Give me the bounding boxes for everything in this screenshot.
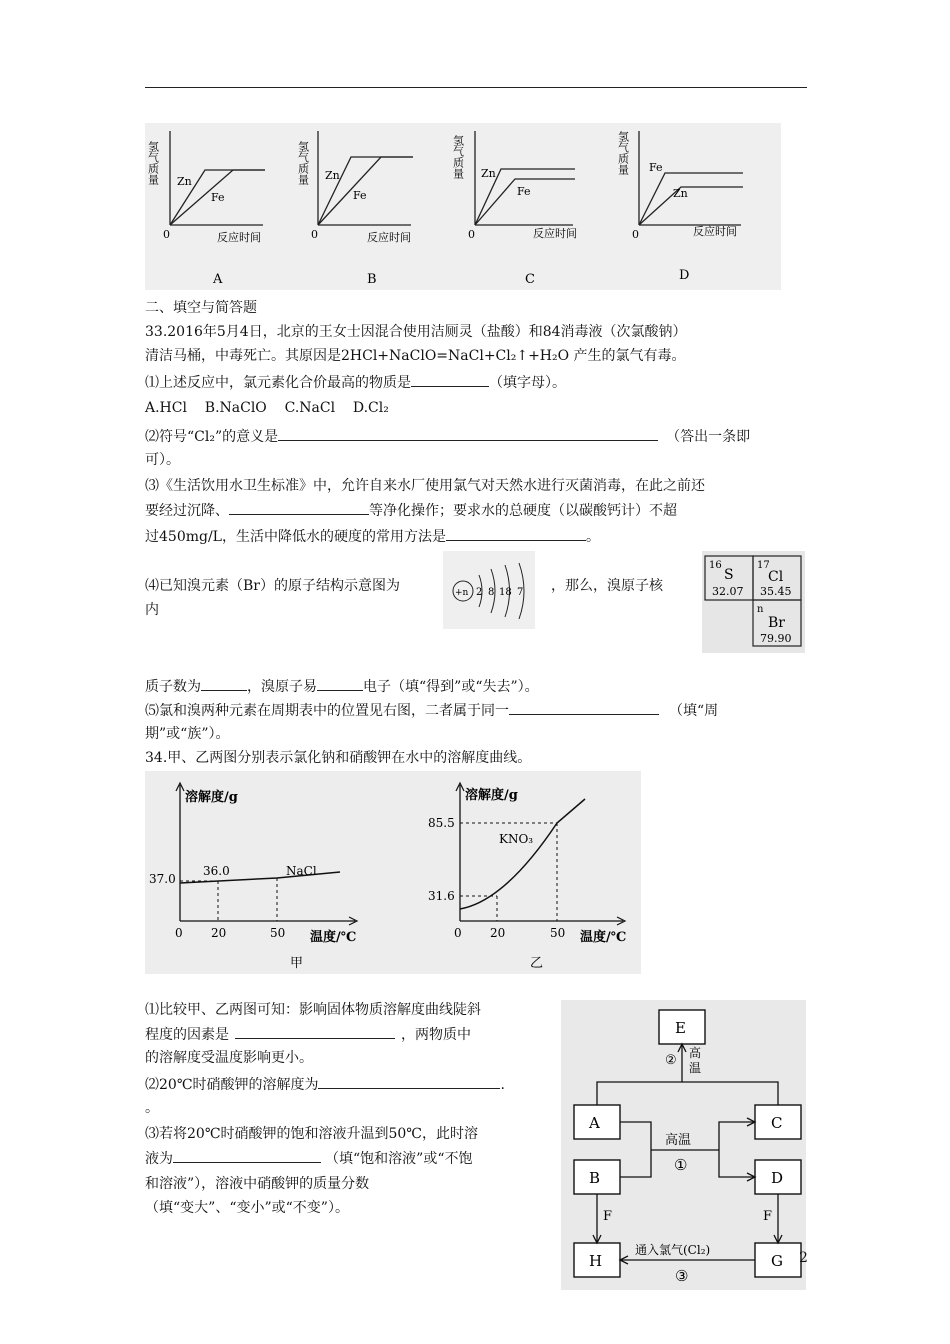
q33-part3-blank1[interactable] — [229, 500, 369, 515]
q34-part3-l2b: （填“饱和溶液”或“不饱 — [325, 1151, 473, 1167]
q33-part3-l3a: 过450mg/L，生活中降低水的硬度的常用方法是 — [145, 529, 446, 545]
graph-d-xlabel: 反应时间 — [693, 225, 737, 238]
graph-c-ylabel: 氢气质量 — [451, 135, 465, 179]
jia-caption: 甲 — [290, 956, 304, 971]
q33-opt-b: B.NaClO — [204, 400, 267, 416]
q33-part3-line2 — [145, 500, 677, 521]
graph-a-option: A — [213, 272, 223, 287]
graph-a — [147, 131, 266, 287]
node-d-label: D — [771, 1169, 784, 1187]
q33-part1-text: ⑴上述反应中，氯元素化合价最高的物质是 — [145, 375, 411, 391]
q33-part3-line1: ⑶《生活饮用水卫生标准》中，允许自来水厂使用氯气对天然水进行灭菌消毒，在此之前还 — [145, 478, 705, 494]
q33-opt-d: D.Cl₂ — [352, 400, 389, 416]
reaction-flow-svg — [561, 1000, 806, 1290]
cl-symbol: Cl — [768, 569, 784, 585]
q33-opt-c: C.NaCl — [284, 400, 336, 416]
graph-b-ylabel: 氢气质量 — [296, 141, 310, 185]
q34-part1-blank[interactable] — [235, 1024, 395, 1039]
q33-part1-end: （填字母）。 — [489, 375, 566, 391]
s-symbol: S — [724, 567, 734, 583]
graph-strip — [145, 123, 781, 290]
graph-strip-svg — [145, 123, 781, 290]
graph-d — [617, 130, 744, 283]
shell-2-count: 8 — [488, 587, 495, 598]
yi-ylabel: 溶解度/g — [465, 788, 518, 803]
jia-xlabel: 温度/℃ — [310, 930, 357, 945]
q33-part4-l3b: ，溴原子易 — [247, 679, 317, 695]
yi-x20: 20 — [490, 926, 506, 940]
node-h-label: H — [589, 1252, 603, 1270]
jia-x50: 50 — [270, 926, 286, 940]
q33-part4-blank2[interactable] — [317, 676, 363, 691]
q33-part3-l3b: 。 — [585, 529, 600, 545]
graph-a-origin: 0 — [163, 228, 170, 241]
q33-options — [145, 398, 389, 418]
q34-intro: 34.甲、乙两图分别表示氯化钠和硝酸钾在水中的溶解度曲线。 — [145, 750, 532, 766]
step2-condition-2: 温 — [689, 1061, 702, 1075]
q33-part5-a: ⑸氯和溴两种元素在周期表中的位置见右图，二者属于同一 — [145, 703, 509, 719]
periodic-table-svg — [702, 551, 805, 653]
shell-4-count: 7 — [517, 587, 524, 598]
yi-v-high: 85.5 — [428, 816, 455, 830]
q34-part2-a: ⑵20℃时硝酸钾的溶解度为 — [145, 1077, 319, 1093]
q34-part1-line2 — [145, 1024, 471, 1045]
q33-part2-text: ⑵符号“Cl₂”的意义是 — [145, 429, 279, 445]
s-number: 16 — [709, 560, 722, 571]
jia-x20: 20 — [211, 926, 227, 940]
step2-condition-1: 高 — [689, 1046, 702, 1060]
br-mass: 79.90 — [760, 632, 792, 645]
q33-part5-b: （填“周 — [669, 703, 719, 719]
graph-a-ylabel: 氢气质量 — [146, 141, 160, 185]
q33-part1-blank[interactable] — [411, 372, 489, 387]
br-symbol: Br — [768, 615, 785, 631]
f-right-label: F — [763, 1209, 773, 1224]
shell-3-count: 18 — [499, 587, 512, 598]
graph-a-xlabel: 反应时间 — [217, 231, 261, 244]
node-c-label: C — [771, 1114, 783, 1132]
chart-jia — [149, 783, 357, 971]
q33-part4-line1a: ⑷已知溴元素（Br）的原子结构示意图为 — [145, 578, 400, 594]
q33-opt-a: A.HCl — [145, 400, 187, 416]
top-rule — [145, 87, 807, 88]
jia-v0: 37.0 — [149, 872, 176, 886]
q34-part3-l2a: 液为 — [145, 1151, 173, 1167]
shell-1-count: 2 — [476, 587, 483, 598]
q33-part5-cont: 期”或“族”）。 — [145, 726, 230, 742]
graph-c-option: C — [525, 272, 535, 287]
graph-d-option: D — [679, 268, 690, 283]
yi-xlabel: 温度/℃ — [580, 930, 627, 945]
cl-number: 17 — [757, 560, 770, 571]
q33-part4-line1b: ，那么，溴原子核 — [551, 578, 663, 594]
step1-number: ① — [674, 1156, 688, 1174]
jia-x0: 0 — [175, 926, 183, 940]
graph-b-xlabel: 反应时间 — [367, 231, 411, 244]
q34-part3-line3: 和溶液”），溶液中硝酸钾的质量分数 — [145, 1176, 370, 1192]
graph-d-fe: Fe — [649, 161, 663, 174]
graph-d-ylabel: 氢气质量 — [616, 131, 630, 175]
graph-d-zn: Zn — [673, 187, 688, 200]
q34-part1-l2a: 程度的因素是 — [145, 1027, 229, 1043]
q33-part3-l2a: 要经过沉降、 — [145, 503, 229, 519]
yi-substance: KNO₃ — [499, 832, 534, 846]
q33-part2 — [145, 426, 750, 447]
periodic-table-excerpt — [702, 551, 805, 653]
q33-part2-cont: 可）。 — [145, 452, 180, 468]
bromine-atom-diagram — [443, 551, 535, 629]
q34-part3-blank1[interactable] — [173, 1148, 321, 1163]
q34-part2 — [145, 1074, 505, 1095]
node-b-label: B — [589, 1169, 601, 1187]
cl-mass: 35.45 — [760, 585, 792, 598]
graph-b-option: B — [367, 272, 377, 287]
yi-kno3-curve — [460, 799, 585, 909]
q33-part5 — [145, 700, 718, 721]
graph-a-fe: Fe — [211, 191, 225, 204]
q33-part2-end: （答出一条即 — [666, 429, 751, 445]
graph-b-fe: Fe — [353, 189, 367, 202]
jia-ylabel: 溶解度/g — [185, 790, 238, 805]
q34-part2-cont: 。 — [145, 1100, 159, 1116]
q33-part5-blank[interactable] — [509, 700, 659, 715]
section-title: 二、填空与简答题 — [145, 300, 257, 316]
node-e-label: E — [675, 1019, 686, 1037]
q33-intro-line1: 33.2016年5月4日，北京的王女士因混合使用洁厕灵（盐酸）和84消毒液（次氯酸钠） — [145, 324, 687, 340]
solubility-charts-svg — [145, 771, 641, 974]
step3-condition: 通入氯气(Cl₂) — [635, 1243, 711, 1257]
reaction-flow-diagram — [561, 1000, 806, 1290]
q34-part3-line4: （填“变大”、“变小”或“不变”）。 — [145, 1200, 349, 1216]
q33-part3-l2b: 等净化操作；要求水的总硬度（以碳酸钙计）不超 — [369, 503, 677, 519]
jia-v20: 36.0 — [203, 864, 230, 878]
q34-part1-line3: 的溶解度受温度影响更小。 — [145, 1050, 313, 1066]
yi-x50: 50 — [550, 926, 566, 940]
q33-part3-line3 — [145, 526, 600, 547]
ab-bracket — [620, 1122, 651, 1177]
q33-part4-line3 — [145, 676, 539, 697]
q34-part3-line2 — [145, 1148, 472, 1169]
step3-number: ③ — [675, 1267, 689, 1285]
q33-part1 — [145, 372, 566, 393]
bromine-atom-svg — [443, 551, 535, 629]
step2-number: ② — [665, 1053, 677, 1068]
q33-part4-l3c: 电子（填“得到”或“失去”）。 — [363, 679, 539, 695]
cd-bracket — [719, 1122, 755, 1177]
node-a-label: A — [589, 1114, 600, 1132]
q33-intro-line2: 清洁马桶，中毒死亡。其原因是2HCl+NaClO=NaCl+Cl₂↑+H₂O 产生的氯气有毒。 — [145, 348, 686, 364]
q34-part3-line1: ⑶若将20℃时硝酸钾的饱和溶液升温到50℃，此时溶 — [145, 1126, 478, 1142]
node-g-label: G — [771, 1252, 783, 1270]
yi-x0: 0 — [454, 926, 462, 940]
graph-c-origin: 0 — [468, 228, 475, 241]
q33-part4-l3a: 质子数为 — [145, 679, 201, 695]
yi-v-low: 31.6 — [428, 889, 455, 903]
graph-c — [452, 131, 578, 287]
graph-c-fe: Fe — [517, 185, 531, 198]
graph-a-zn: Zn — [177, 175, 192, 188]
f-left-label: F — [603, 1209, 613, 1224]
graph-b — [297, 131, 414, 287]
q34-part1-line1: ⑴比较甲、乙两图可知：影响固体物质溶解度曲线陡斜 — [145, 1002, 481, 1018]
nucleus-label: +n — [455, 588, 469, 598]
chart-yi — [428, 783, 626, 971]
q34-part2-b: . — [500, 1077, 505, 1093]
graph-c-xlabel: 反应时间 — [533, 227, 577, 240]
s-mass: 32.07 — [712, 585, 744, 598]
q33-part4-line2: 内 — [145, 602, 159, 618]
graph-b-origin: 0 — [311, 228, 318, 241]
graph-c-zn: Zn — [481, 167, 496, 180]
ac-to-e-bracket — [597, 1082, 778, 1105]
q33-part4-blank1[interactable] — [201, 676, 247, 691]
graph-d-fe-line — [639, 173, 743, 225]
q34-part2-blank[interactable] — [318, 1074, 500, 1089]
solubility-charts — [145, 771, 641, 974]
q34-part1-l2b: ，两物质中 — [401, 1027, 471, 1043]
q33-part3-blank2[interactable] — [446, 526, 586, 541]
yi-caption: 乙 — [530, 956, 544, 971]
br-number: n — [757, 604, 764, 615]
step1-condition: 高温 — [665, 1133, 692, 1148]
graph-b-zn: Zn — [325, 169, 340, 182]
page-number: 2 — [799, 1250, 808, 1266]
q33-part2-blank[interactable] — [278, 426, 658, 441]
graph-d-origin: 0 — [632, 228, 639, 241]
jia-substance: NaCl — [286, 864, 317, 878]
